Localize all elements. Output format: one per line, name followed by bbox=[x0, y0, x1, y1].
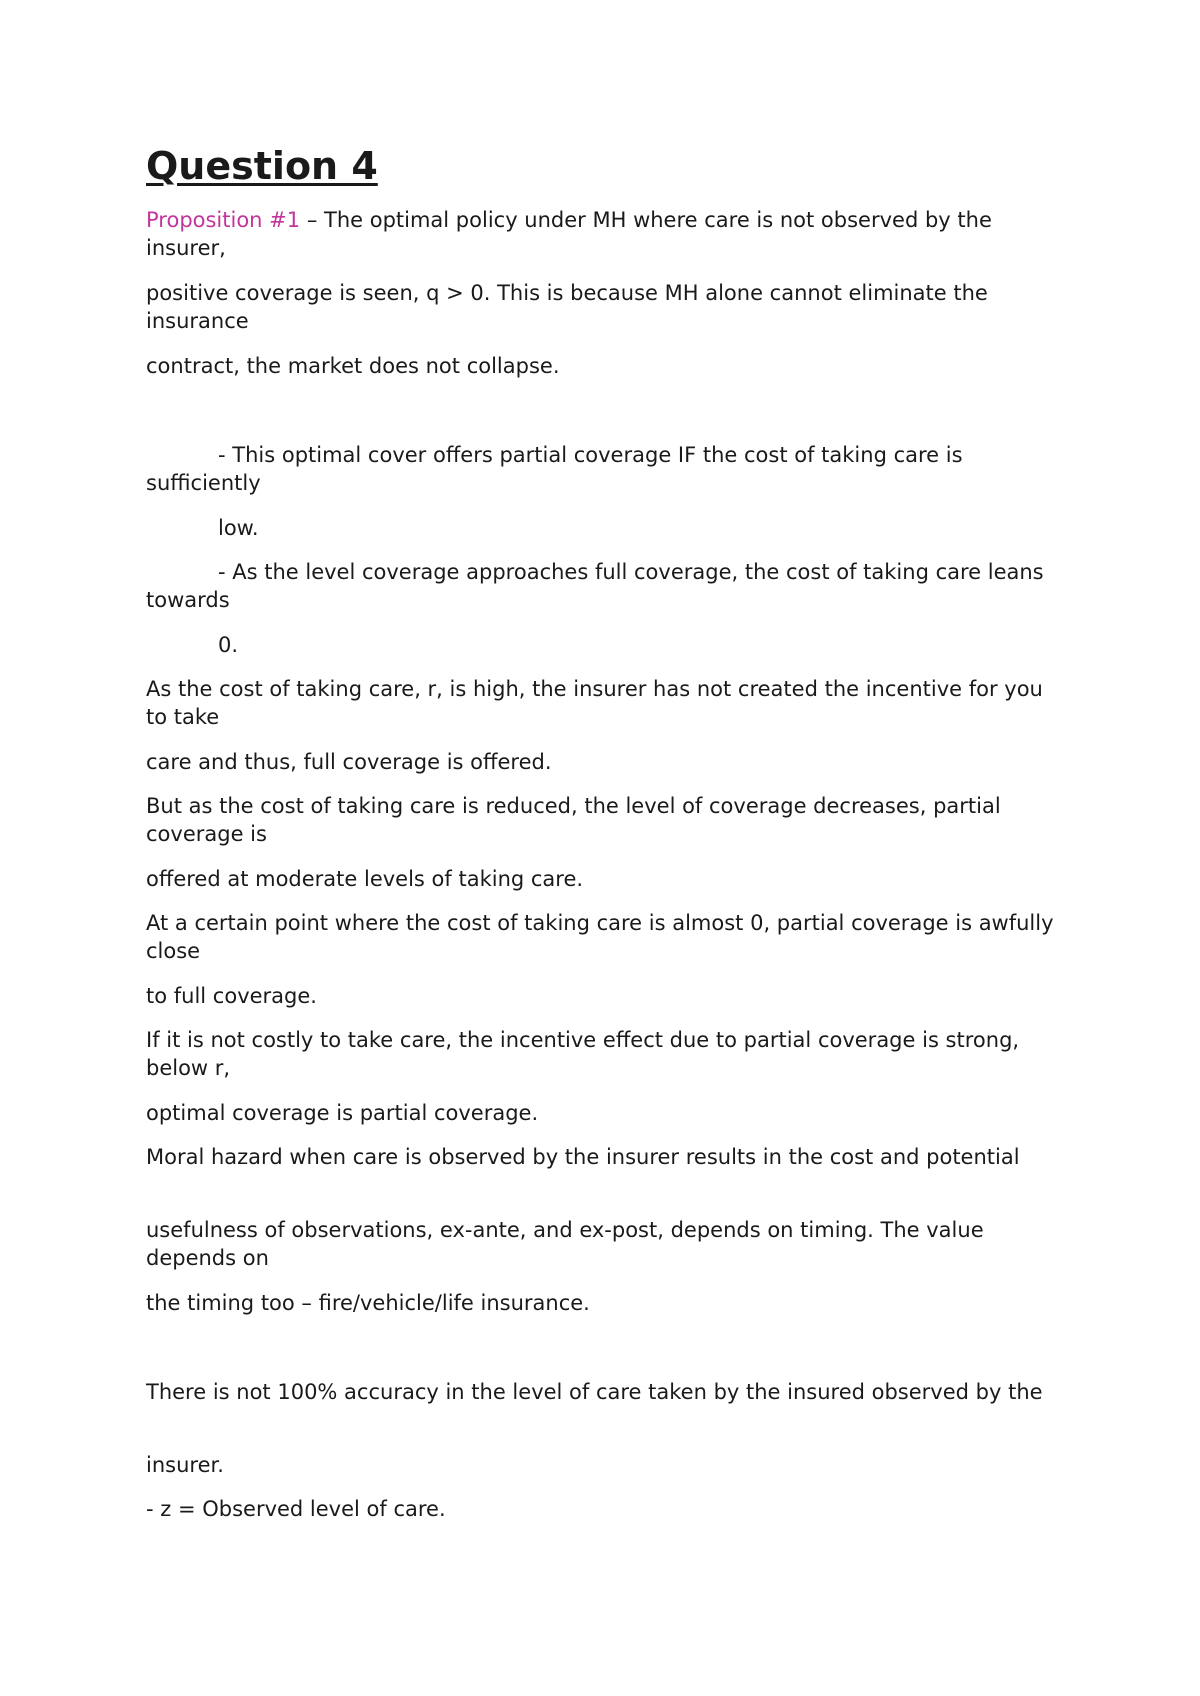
paragraph: optimal coverage is partial coverage. bbox=[146, 1101, 539, 1125]
paragraph: As the cost of taking care, r, is high, the insurer has not created the incentive for you to take bbox=[146, 677, 1043, 729]
paragraph: usefulness of observations, ex-ante, and ex-post, depends on timing. The value depends on bbox=[146, 1218, 984, 1270]
proposition-label: Proposition #1 bbox=[146, 208, 301, 232]
page-title: Question 4 bbox=[146, 144, 378, 188]
bullet-continuation: 0. bbox=[218, 633, 239, 657]
bullet-continuation: low. bbox=[218, 516, 259, 540]
paragraph-proposition bbox=[146, 206, 1066, 262]
paragraph: If it is not costly to take care, the incentive effect due to partial coverage is strong, below r, bbox=[146, 1028, 1020, 1080]
paragraph: the timing too – fire/vehicle/life insurance. bbox=[146, 1291, 590, 1315]
paragraph: At a certain point where the cost of taking care is almost 0, partial coverage is awfully close bbox=[146, 911, 1054, 963]
bullet-paragraph: - This optimal cover offers partial coverage IF the cost of taking care is sufficiently bbox=[146, 443, 963, 495]
paragraph: positive coverage is seen, q > 0. This is because MH alone cannot eliminate the insurance bbox=[146, 281, 988, 333]
paragraph: There is not 100% accuracy in the level of care taken by the insured observed by the bbox=[146, 1380, 1043, 1404]
paragraph-text: – The optimal policy under MH where care is not observed by the insurer, bbox=[146, 208, 992, 260]
paragraph: But as the cost of taking care is reduced, the level of coverage decreases, partial coverage is bbox=[146, 794, 1001, 846]
bullet-paragraph: - As the level coverage approaches full coverage, the cost of taking care leans towards bbox=[146, 560, 1044, 612]
paragraph: insurer. bbox=[146, 1453, 224, 1477]
paragraph: care and thus, full coverage is offered. bbox=[146, 750, 552, 774]
paragraph: offered at moderate levels of taking care. bbox=[146, 867, 584, 891]
paragraph: - z = Observed level of care. bbox=[146, 1497, 446, 1521]
paragraph: Moral hazard when care is observed by the insurer results in the cost and potential bbox=[146, 1145, 1020, 1169]
paragraph: to full coverage. bbox=[146, 984, 317, 1008]
paragraph: contract, the market does not collapse. bbox=[146, 354, 560, 378]
